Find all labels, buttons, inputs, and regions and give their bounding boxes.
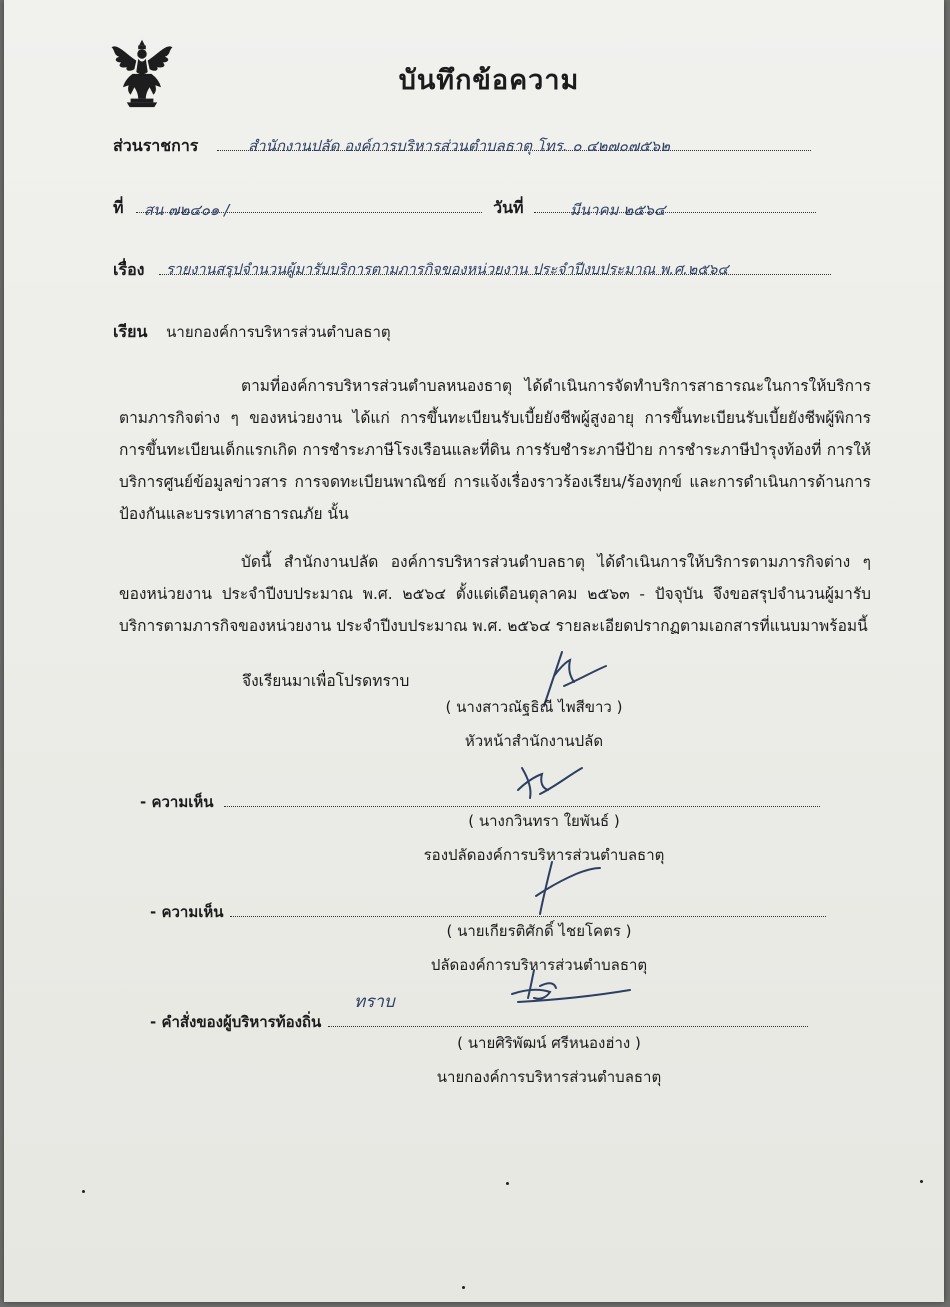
- memo-title: บันทึกข้อความ: [398, 65, 580, 96]
- subject-label: เรื่อง: [113, 260, 145, 279]
- order-handwritten-note: ทราบ: [354, 992, 395, 1012]
- signature-4: [504, 966, 634, 1010]
- opinion-label-1: - ความเห็น: [140, 793, 214, 811]
- memo-page: [4, 0, 944, 1302]
- signer-1-name: ( นางสาวณัฐธิณี ไพสีขาว ): [445, 698, 623, 716]
- agency-value: สำนักงานปลัด องค์การบริหารส่วนตำบลธาตุ โทร. ๐ ๔๒๗๐๗๕๖๒: [248, 137, 670, 155]
- signer-1-block: [424, 690, 644, 758]
- to-value: นายกองค์การบริหารส่วนตำบลธาตุ: [166, 323, 391, 341]
- to-label: เรียน: [113, 322, 148, 341]
- paper-speck: [462, 1286, 465, 1289]
- subject-value: รายงานสรุปจำนวนผู้มารับบริการตามภารกิจของหน่วยงาน ประจำปีงบประมาณ พ.ศ.๒๕๖๔: [166, 262, 729, 278]
- body-paragraph-1: ตามที่องค์การบริหารส่วนตำบลหนองธาตุ ได้ดำเนินการจัดทำบริการสาธารณะในการให้บริการตามภารกิจต่าง ๆ ของหน่วยงาน ได้แก่ การขึ้นทะเบียนรับเบี้ยยังชีพผู้สูงอายุ การขึ้นทะเบียนรับเบี้ยยังชีพผู้พิการ การขึ้นทะเบียนเด็กแรกเกิด การชำระภาษีโรงเรือนและที่ดิน การรับชำระภาษีป้าย การชำระภาษีบำรุงท้องที่ การให้บริการศูนย์ข้อมูลข่าวสาร การจดทะเบียนพาณิชย์ การแจ้งเรื่องราวร้องเรียน/ร้องทุกข์ และการดำเนินการด้านการป้องกันและบรรเทาสาธารณภัย นั้น: [119, 377, 871, 523]
- signature-3: [524, 856, 604, 920]
- body-paragraph-2: บัดนี้ สำนักงานปลัด องค์การบริหารส่วนตำบลธาตุ ได้ดำเนินการให้บริการตามภารกิจต่าง ๆ ของหน่วยงาน ประจำปีงบประมาณ พ.ศ. ๒๕๖๔ ตั้งแต่เดือนตุลาคม ๒๕๖๓ - ปัจจุบัน จึงขอสรุปจำนวนผู้มารับบริการตามภารกิจของหน่วยงาน ประจำปีงบประมาณ พ.ศ. ๒๕๖๔ รายละเอียดปรากฏตามเอกสารที่แนบมาพร้อมนี้: [119, 553, 871, 635]
- signer-2-name: ( นางกวินทรา ใยพันธ์ ): [468, 812, 620, 830]
- signer-4-name: ( นายศิริพัฒน์ ศรีหนองฮ่าง ): [457, 1034, 641, 1052]
- signer-2-title: รองปลัดองค์การบริหารส่วนตำบลธาตุ: [423, 846, 665, 864]
- paper-speck: [506, 1182, 509, 1185]
- paper-speck: [920, 1180, 923, 1183]
- signer-4-title: นายกองค์การบริหารส่วนตำบลธาตุ: [436, 1068, 662, 1086]
- signer-3-name: ( นายเกียรติศักดิ์ ไชยโคตร ): [446, 922, 632, 940]
- date-value: มีนาคม ๒๕๖๔: [570, 201, 666, 219]
- closing-line: จึงเรียนมาเพื่อโปรดทราบ: [242, 672, 410, 690]
- signature-2: [510, 760, 590, 804]
- reference-value: สน ๗๒๔๐๑ /: [144, 201, 230, 219]
- agency-label: ส่วนราชการ: [113, 136, 199, 155]
- order-label: - คำสั่งของผู้บริหารท้องถิ่น: [150, 1013, 322, 1031]
- date-label: วันที่: [493, 198, 524, 217]
- signer-1-title: หัวหน้าสำนักงานปลัด: [464, 732, 604, 750]
- paper-speck: [82, 1190, 85, 1193]
- reference-label: ที่: [113, 198, 124, 217]
- signer-4-block: [414, 1026, 684, 1094]
- to-row: [113, 320, 391, 345]
- opinion-label-2: - ความเห็น: [150, 903, 224, 921]
- signer-3-title: ปลัดองค์การบริหารส่วนตำบลธาตุ: [430, 956, 648, 974]
